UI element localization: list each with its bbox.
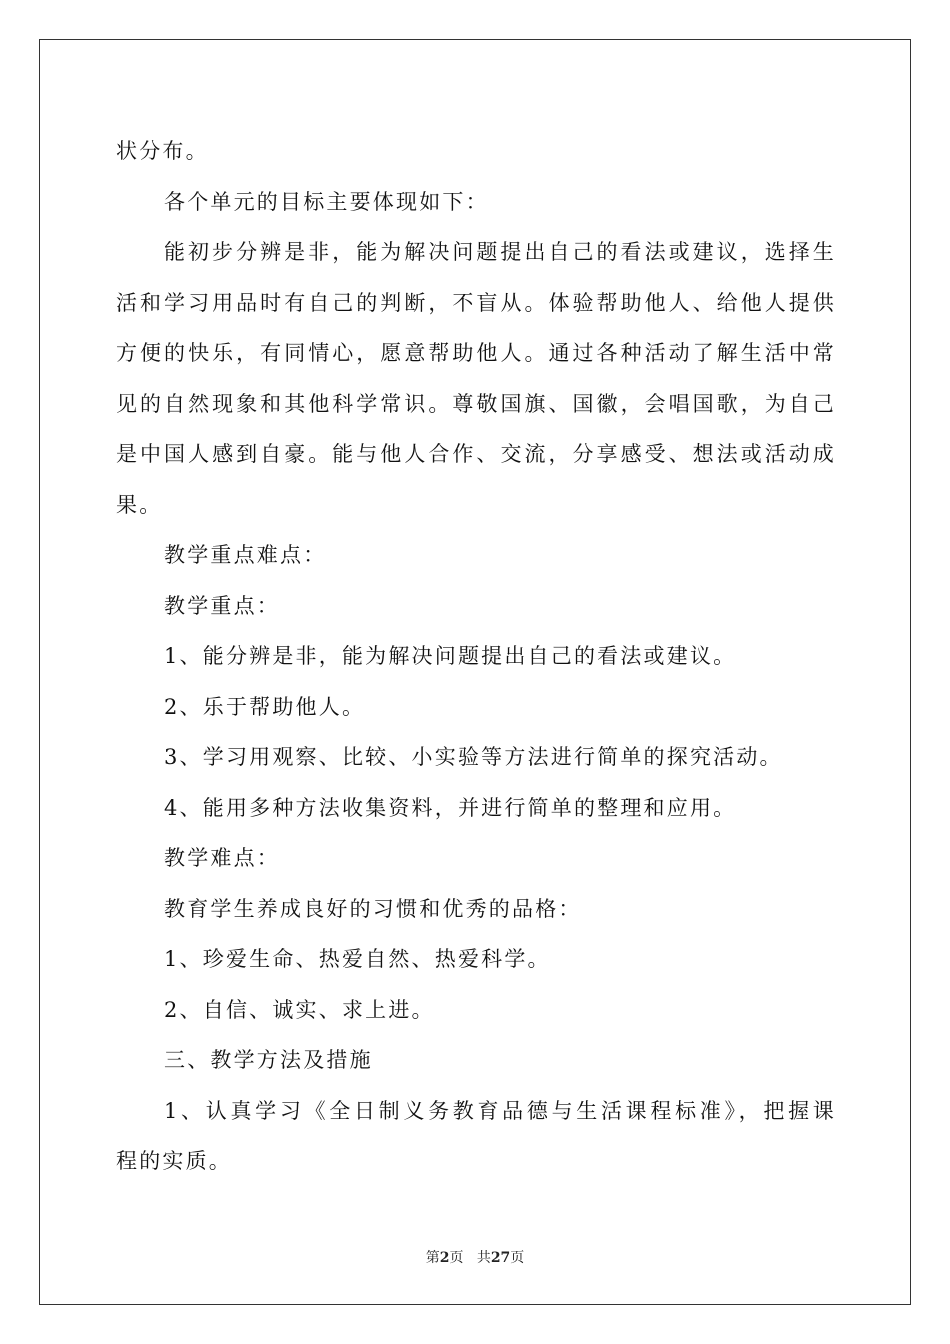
paragraph-4: 教学重点难点： [164,543,327,567]
paragraph-8: 3、学习用观察、比较、小实验等方法进行简单的探究活动。 [164,745,783,769]
paragraph-3-line-6: 果。 [116,492,163,517]
paragraph-3-line-3: 方便的快乐，有同情心，愿意帮助他人。通过各种活动了解生活中常 [116,341,836,365]
paragraph-12: 1、珍爱生命、热爱自然、热爱科学。 [164,947,551,971]
paragraph-14: 三、教学方法及措施 [164,1048,373,1072]
footer-page-number: 2 [439,1250,450,1266]
paragraph-9: 4、能用多种方法收集资料，并进行简单的整理和应用。 [164,795,737,820]
paragraph-3-line-5: 是中国人感到自豪。能与他人合作、交流，分享感受、想法或活动成 [116,442,836,466]
paragraph-6: 1、能分辨是非，能为解决问题提出自己的看法或建议。 [164,644,737,668]
paragraph-15-line-2: 程的实质。 [116,1149,232,1173]
paragraph-13: 2、自信、诚实、求上进。 [164,997,435,1022]
paragraph-3 [116,227,836,530]
paragraph-15-line-1: 1、认真学习《全日制义务教育品德与生活课程标准》，把握课 [164,1098,836,1123]
footer-total-prefix: 共 [476,1250,491,1266]
paragraph-3-line-4: 见的自然现象和其他科学常识。尊敬国旗、国徽，会唱国歌，为自己 [116,391,836,416]
paragraph-3-line-2: 活和学习用品时有自己的判断，不盲从。体验帮助他人、给他人提供 [116,290,836,315]
paragraph-3-line-1: 能初步分辨是非，能为解决问题提出自己的看法或建议，选择生 [164,240,836,264]
paragraph-2: 各个单元的目标主要体现如下： [164,189,489,214]
document-body [116,126,836,1187]
footer-prefix: 第 [425,1250,440,1266]
paragraph-15 [116,1086,836,1187]
footer-total-pages: 27 [490,1250,511,1266]
page-footer [0,1247,950,1267]
footer-page-unit: 页 [449,1250,464,1266]
paragraph-5: 教学重点： [164,593,280,618]
paragraph-10: 教学难点： [164,846,280,870]
paragraph-11: 教育学生养成良好的习惯和优秀的品格： [164,896,582,921]
paragraph-1: 状分布。 [116,139,209,163]
footer-total-unit: 页 [510,1250,525,1266]
paragraph-7: 2、乐于帮助他人。 [164,694,366,719]
